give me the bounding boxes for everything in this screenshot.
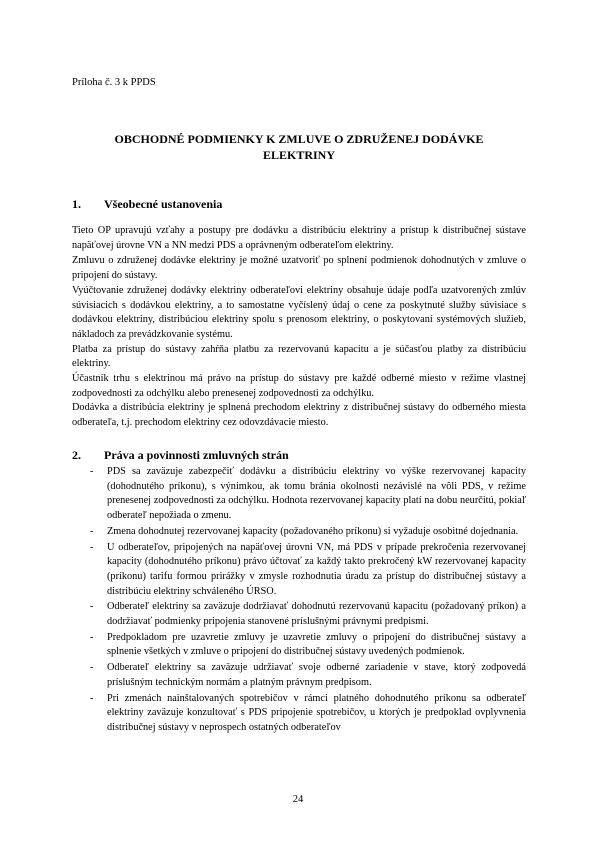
page-number: 24 bbox=[292, 794, 304, 805]
section-1-heading bbox=[72, 197, 222, 212]
bullet-dash: - bbox=[90, 525, 94, 537]
section-2-title: Práva a povinnosti zmluvných strán bbox=[104, 448, 289, 462]
bullet-dash: - bbox=[90, 601, 94, 613]
section-1-paragraph: Zmluvu o združenej dodávke elektriny je možné uzatvoriť po splnení podmienok dohodnutých v zmluve o pripojení do sústavy. bbox=[72, 255, 526, 282]
list-item-text: Zmena dohodnutej rezervovanej kapacity (požadovaného príkonu) si vyžaduje osobitné dojednania. bbox=[107, 525, 519, 537]
list-item bbox=[90, 631, 526, 660]
document-title-line-2: ELEKTRINY bbox=[262, 148, 336, 162]
list-item-text: Pri zmenách nainštalovaných spotrebičov v rámci platného dohodnutého príkonu sa odberateľ elektriny zaväzuje konzultovať s PDS pripojenie spotrebičov, u ktorých je predpoklad ovplyvnenia distribučnej sústavy v neprospech ostatných odberateľov bbox=[107, 692, 526, 733]
bullet-dash: - bbox=[90, 662, 94, 674]
list-item-text: PDS sa zaväzuje zabezpečiť dodávku a distribúciu elektriny vo výške rezervovanej kapacity (dohodnutého príkonu), s výnimkou, ak tomu bránia okolnosti nezávislé na vôli PDS, v režime prenesenej zodpovednosti za odchýlku. Hodnota rezervovanej kapacity platí na dobu neurčitú, pokiaľ odberateľ nepožiada o zmenu. bbox=[107, 466, 526, 522]
list-item-text: Odberateľ elektriny sa zaväzuje dodržiavať dohodnutú rezervovanú kapacitu (požadovaný príkon) a dodržiavať podmienky pripojenia stanovené príslušnými právnymi predpismi. bbox=[107, 601, 526, 628]
bullet-dash: - bbox=[90, 541, 94, 553]
list-item bbox=[90, 661, 526, 690]
list-item-text: U odberateľov, pripojených na napäťovej úrovni VN, má PDS v prípade prekročenia rezervovanej kapacity (dohodnutého príkonu) právo účtovať za každý takto prekročený kW rezervovanej kapacity (príkonu) tarifu formou prirážky v zmysle rozhodnutia úradu za prístup do distribučnej sústavy a distribúciu elektriny schváleného ÚRSO. bbox=[107, 541, 526, 597]
section-1-body bbox=[72, 224, 526, 431]
section-2-list bbox=[90, 465, 526, 737]
document-title-line-1: OBCHODNÉ PODMIENKY K ZMLUVE O ZDRUŽENEJ DODÁVKE bbox=[114, 132, 484, 146]
list-item bbox=[90, 465, 526, 524]
list-item bbox=[90, 692, 526, 736]
document-title bbox=[72, 131, 526, 163]
section-1-paragraph: Tieto OP upravujú vzťahy a postupy pre dodávku a distribúciu elektriny a prístup k distribučnej sústave napäťovej úrovne VN a NN medzi PDS a oprávneným odberateľom elektriny. bbox=[72, 225, 526, 251]
list-item-text: Odberateľ elektriny sa zaväzuje udržiavať svoje odberné zariadenie v stave, ktorý zodpovedá príslušným technickým normám a platným právnym predpisom. bbox=[107, 662, 526, 688]
section-2-number: 2. bbox=[72, 448, 81, 462]
list-item bbox=[90, 541, 526, 600]
bullet-dash: - bbox=[90, 466, 94, 477]
section-1-paragraph: Platba za prístup do sústavy zahŕňa platbu za rezervovanú kapacitu a je súčasťou platby za distribúciu elektriny. bbox=[72, 343, 526, 370]
section-1-number: 1. bbox=[72, 197, 81, 211]
section-1-paragraph: Účastník trhu s elektrinou má právo na prístup do sústavy pre každé odberné miesto v režime vlastnej zodpovednosti za odchýlku alebo prenesenej zodpovednosti za odchýlku. bbox=[72, 373, 526, 399]
list-item-text: Predpokladom pre uzavretie zmluvy je uzavretie zmluvy o pripojení do distribučnej sústavy a splnenie všetkých v zmluve o pripojení do distribučnej sústavy uvedených podmienok. bbox=[107, 631, 526, 658]
attachment-label: Príloha č. 3 k PPDS bbox=[72, 77, 156, 88]
section-2-heading bbox=[72, 448, 289, 463]
bullet-dash: - bbox=[90, 631, 94, 643]
list-item bbox=[90, 600, 526, 629]
section-1-paragraph: Vyúčtovanie združenej dodávky elektriny odberateľovi elektriny obsahuje údaje podľa uzatvorených zmlúv súvisiacich s dodávkou elektriny, a to samostatne vyčíslený údaj o cene za poskytnuté služby súvisiace s dodávkou elektriny, distribúciou elektriny spolu s prenosom elektriny, o poskytovaní systémových služieb, nákladoch za prevádzkovanie systému. bbox=[72, 284, 526, 340]
section-1-paragraph: Dodávka a distribúcia elektriny je splnená prechodom elektriny z distribučnej sústavy do odberného miesta odberateľa, t.j. prechodom elektriny cez odovzdávacie miesto. bbox=[72, 402, 526, 429]
section-1-title: Všeobecné ustanovenia bbox=[104, 197, 223, 211]
bullet-dash: - bbox=[90, 692, 94, 704]
list-item bbox=[90, 525, 526, 540]
